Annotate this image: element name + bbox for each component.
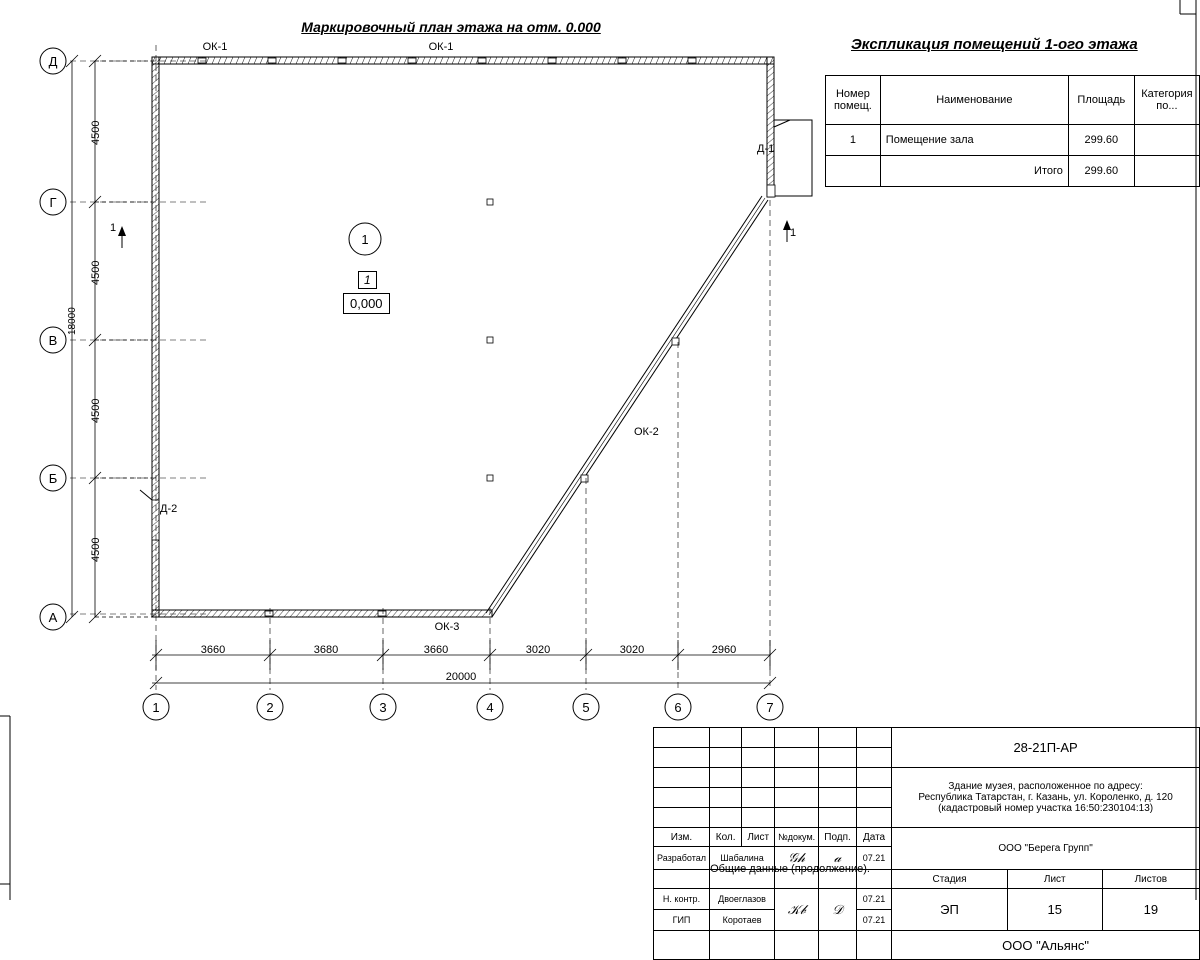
axis-label-d: Д — [48, 54, 58, 69]
axis-label-g: Г — [49, 195, 57, 210]
rev-cell — [710, 788, 742, 808]
rev-cell — [710, 748, 742, 768]
stamp-head-kol: Кол. — [710, 828, 742, 847]
rev-cell — [654, 728, 710, 748]
rev-cell — [742, 728, 775, 748]
axis-label-6: 6 — [674, 700, 682, 715]
rev-cell — [710, 931, 775, 960]
rev-cell — [819, 808, 857, 828]
window-label-ok1-right: ОК-1 — [428, 41, 454, 53]
exp-cell-category — [1134, 125, 1199, 156]
stamp-sign-1b: 𝒶 — [819, 847, 857, 870]
rev-cell — [819, 728, 857, 748]
rev-cell — [856, 931, 891, 960]
rev-cell — [710, 768, 742, 788]
rev-cell — [775, 728, 819, 748]
explication-title: Экспликация помещений 1-ого этажа — [851, 36, 1138, 53]
exp-total-blank — [826, 156, 881, 187]
explication-table — [825, 75, 1200, 187]
stamp-object — [892, 768, 1200, 828]
dim-vertical-2: 4500 — [90, 260, 102, 285]
stamp-date-1: 07.21 — [856, 847, 891, 870]
rev-cell — [742, 808, 775, 828]
rev-cell — [654, 808, 710, 828]
exp-total-area: 299.60 — [1068, 156, 1134, 187]
dim-vertical-total: 18000 — [67, 307, 78, 335]
rev-cell — [819, 788, 857, 808]
stamp-head-izm: Изм. — [654, 828, 710, 847]
rev-cell — [654, 870, 710, 889]
stamp-sheet-value: 15 — [1007, 889, 1102, 931]
stamp-sign-1: 𝒢𝒽 — [775, 847, 819, 870]
stamp-head-sheet: Лист — [1007, 870, 1102, 889]
rev-cell — [742, 768, 775, 788]
dim-horizontal-2: 3680 — [313, 644, 339, 656]
stamp-name-1: Шабалина — [710, 847, 775, 870]
object-line-1: Здание музея, расположенное по адресу: — [948, 781, 1143, 792]
stamp-doc-title: Общие данные (продолжение). — [710, 863, 870, 875]
rev-cell — [654, 931, 710, 960]
rev-cell — [775, 788, 819, 808]
exp-header-number: Номер помещ. — [826, 76, 881, 125]
exp-total-label: Итого — [880, 156, 1068, 187]
stamp-role-2: Н. контр. — [654, 889, 710, 910]
dim-vertical-1: 4500 — [90, 120, 102, 145]
exp-total-blank2 — [1134, 156, 1199, 187]
table-row-total — [826, 156, 1200, 187]
rev-cell — [710, 728, 742, 748]
dim-horizontal-3: 3660 — [423, 644, 449, 656]
table-row — [826, 125, 1200, 156]
door-label-d2: Д-2 — [160, 503, 178, 515]
rev-cell — [819, 931, 857, 960]
axis-label-4: 4 — [486, 700, 494, 715]
exp-cell-name: Помещение зала — [880, 125, 1068, 156]
dim-horizontal-5: 3020 — [619, 644, 645, 656]
rev-cell — [856, 788, 891, 808]
level-mark: 0,000 — [343, 293, 390, 314]
stamp-head-stage: Стадия — [892, 870, 1008, 889]
dim-horizontal-4: 3020 — [525, 644, 551, 656]
exp-header-category: Категория по... — [1134, 76, 1199, 125]
axis-label-1: 1 — [152, 700, 160, 715]
axis-label-2: 2 — [266, 700, 274, 715]
dim-horizontal-total: 20000 — [445, 671, 477, 683]
rev-cell — [654, 748, 710, 768]
rev-cell — [856, 748, 891, 768]
rev-cell — [856, 768, 891, 788]
window-label-ok1-left: ОК-1 — [202, 41, 228, 53]
stamp-date-3: 07.21 — [856, 910, 891, 931]
stamp-head-podp: Подп. — [819, 828, 857, 847]
rev-cell — [742, 748, 775, 768]
rev-cell — [775, 808, 819, 828]
stamp-name-2: Двоеглазов — [710, 889, 775, 910]
room-number: 1 — [361, 232, 369, 247]
dim-horizontal-1: 3660 — [200, 644, 226, 656]
rev-cell — [775, 931, 819, 960]
axis-label-v: В — [48, 333, 58, 348]
axis-label-5: 5 — [582, 700, 590, 715]
dim-vertical-3: 4500 — [90, 398, 102, 423]
axis-label-3: 3 — [379, 700, 387, 715]
axis-label-a: А — [48, 610, 58, 625]
stamp-head-data: Дата — [856, 828, 891, 847]
stamp-stage-value: ЭП — [892, 889, 1008, 931]
stamp-head-list: Лист — [742, 828, 775, 847]
exp-cell-area: 299.60 — [1068, 125, 1134, 156]
rev-cell — [710, 808, 742, 828]
rev-cell — [856, 728, 891, 748]
rev-cell — [654, 768, 710, 788]
exp-header-area: Площадь — [1068, 76, 1134, 125]
exp-cell-number: 1 — [826, 125, 881, 156]
door-label-d1: Д-1 — [757, 143, 775, 155]
stamp-date-2: 07.21 — [856, 889, 891, 910]
object-line-3: (кадастровый номер участка 16:50:230104:13) — [938, 803, 1154, 814]
rev-cell — [819, 768, 857, 788]
rev-cell — [856, 808, 891, 828]
stamp-head-ndokum: №докум. — [775, 828, 819, 847]
dim-vertical-4: 4500 — [90, 537, 102, 562]
object-line-2: Республика Татарстан, г. Казань, ул. Короленко, д. 120 — [918, 792, 1173, 803]
stamp-sign-2b: 𝒟 — [819, 889, 857, 931]
section-number-box: 1 — [358, 271, 377, 289]
stamp-name-3: Коротаев — [710, 910, 775, 931]
exp-header-name: Наименование — [880, 76, 1068, 125]
section-mark-right: 1 — [790, 227, 797, 239]
stamp-designer-org: ООО "Берега Групп" — [892, 828, 1200, 870]
section-mark-left: 1 — [110, 222, 117, 234]
rev-cell — [654, 788, 710, 808]
window-label-ok3: ОК-3 — [434, 621, 460, 633]
stamp-role-1: Разработал — [654, 847, 710, 870]
axis-label-7: 7 — [766, 700, 774, 715]
stamp-owner-org: ООО "Альянс" — [892, 931, 1200, 960]
dim-horizontal-6: 2960 — [711, 644, 737, 656]
rev-cell — [742, 788, 775, 808]
stamp-head-sheets: Листов — [1102, 870, 1199, 889]
stamp-sheets-value: 19 — [1102, 889, 1199, 931]
rev-cell — [819, 748, 857, 768]
title-block — [653, 727, 1200, 960]
plan-title: Маркировочный план этажа на отм. 0.000 — [301, 19, 601, 35]
stamp-code: 28-21П-АР — [892, 728, 1200, 768]
rev-cell — [775, 748, 819, 768]
stamp-sign-2: 𝒦𝒷 — [775, 889, 819, 931]
rev-cell — [775, 768, 819, 788]
window-label-ok2: ОК-2 — [634, 426, 659, 438]
axis-label-b: Б — [48, 471, 58, 486]
stamp-role-3: ГИП — [654, 910, 710, 931]
